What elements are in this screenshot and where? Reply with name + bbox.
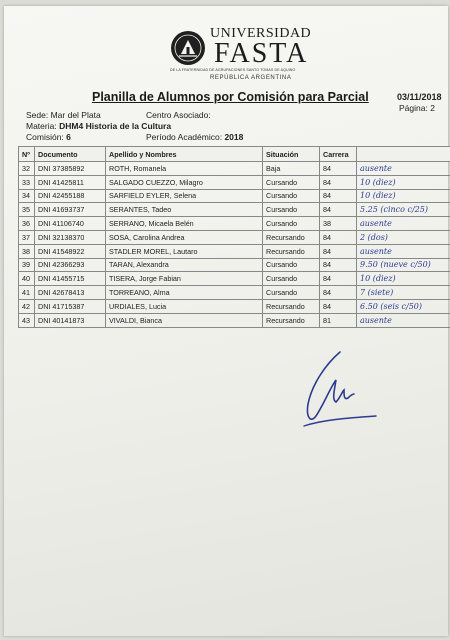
row-situacion: Cursando: [263, 217, 320, 231]
row-documento: DNI 42366293: [35, 258, 106, 272]
comision-label: Comisión:: [26, 132, 64, 142]
row-situacion: Cursando: [263, 258, 320, 272]
document-sheet: [4, 6, 448, 636]
row-situacion: Recursando: [263, 313, 320, 327]
table-body: [19, 162, 450, 328]
row-apellido-nombres: TARAN, Alexandra: [106, 258, 263, 272]
row-carrera: 84: [320, 230, 357, 244]
row-carrera: 84: [320, 189, 357, 203]
row-number: 38: [19, 244, 35, 258]
row-grade: 10 (diez): [357, 175, 450, 189]
handwritten-signature: [300, 346, 380, 434]
row-apellido-nombres: TORREANO, Alma: [106, 286, 263, 300]
materia-row: [26, 121, 171, 131]
row-apellido-nombres: SALGADO CUEZZO, Milagro: [106, 175, 263, 189]
row-number: 36: [19, 217, 35, 231]
row-grade: ausente: [357, 313, 450, 327]
row-documento: DNI 42678413: [35, 286, 106, 300]
table-row: [19, 203, 450, 217]
materia-code: DHM4: [59, 121, 84, 131]
periodo-label: Período Académico:: [146, 132, 223, 142]
row-documento: DNI 41693737: [35, 203, 106, 217]
column-header-documento: Documento: [35, 147, 106, 162]
row-carrera: 84: [320, 162, 357, 176]
row-apellido-nombres: SERRANO, Micaela Belén: [106, 217, 263, 231]
row-carrera: 38: [320, 217, 357, 231]
table-row: [19, 258, 450, 272]
row-number: 40: [19, 272, 35, 286]
row-number: 39: [19, 258, 35, 272]
table-row: [19, 286, 450, 300]
row-grade: ausente: [357, 217, 450, 231]
row-carrera: 84: [320, 299, 357, 313]
row-documento: DNI 37385892: [35, 162, 106, 176]
row-documento: DNI 42455188: [35, 189, 106, 203]
document-date: 03/11/2018: [397, 92, 442, 102]
row-number: 34: [19, 189, 35, 203]
row-number: 33: [19, 175, 35, 189]
row-number: 32: [19, 162, 35, 176]
row-apellido-nombres: SOSA, Carolina Andrea: [106, 230, 263, 244]
row-documento: DNI 32138370: [35, 230, 106, 244]
row-documento: DNI 41548922: [35, 244, 106, 258]
row-situacion: Recursando: [263, 244, 320, 258]
periodo-row: [146, 132, 243, 142]
logo-text-fraternidad: DE LA FRATERNIDAD DE AGRUPACIONES SANTO TOMAS DE AQUINO: [170, 68, 296, 72]
column-header-grade: [357, 147, 450, 162]
row-grade: 7 (siete): [357, 286, 450, 300]
row-carrera: 81: [320, 313, 357, 327]
row-apellido-nombres: SERANTES, Tadeo: [106, 203, 263, 217]
centro-asociado-label: Centro Asociado:: [146, 110, 211, 120]
row-apellido-nombres: VIVALDI, Bianca: [106, 313, 263, 327]
row-documento: DNI 41425811: [35, 175, 106, 189]
row-grade: 5.25 (cinco c/25): [357, 203, 450, 217]
row-apellido-nombres: TISERA, Jorge Fabian: [106, 272, 263, 286]
university-seal-icon: [170, 30, 206, 66]
table-header-row: [19, 147, 450, 162]
table-row: [19, 272, 450, 286]
column-header-carrera: Carrera: [320, 147, 357, 162]
row-documento: DNI 41715387: [35, 299, 106, 313]
sede-label: Sede:: [26, 110, 49, 120]
row-situacion: Cursando: [263, 272, 320, 286]
row-situacion: Baja: [263, 162, 320, 176]
row-number: 35: [19, 203, 35, 217]
periodo-value: 2018: [224, 132, 244, 142]
table-row: [19, 189, 450, 203]
row-situacion: Cursando: [263, 286, 320, 300]
row-grade: 9.50 (nueve c/50): [357, 258, 450, 272]
materia-label: Materia:: [26, 121, 57, 131]
row-apellido-nombres: URDIALES, Lucia: [106, 299, 263, 313]
row-number: 41: [19, 286, 35, 300]
university-logo: [170, 26, 310, 84]
row-carrera: 84: [320, 258, 357, 272]
sede-value: Mar del Plata: [50, 110, 101, 120]
row-situacion: Recursando: [263, 299, 320, 313]
row-situacion: Cursando: [263, 203, 320, 217]
table-row: [19, 244, 450, 258]
document-title: Planilla de Alumnos por Comisión para Parcial: [92, 90, 369, 104]
row-documento: DNI 41106740: [35, 217, 106, 231]
row-carrera: 84: [320, 203, 357, 217]
comision-value: 6: [66, 132, 71, 142]
row-documento: DNI 40141873: [35, 313, 106, 327]
comision-row: [26, 132, 71, 142]
row-carrera: 84: [320, 244, 357, 258]
table-row: [19, 230, 450, 244]
row-grade: ausente: [357, 162, 450, 176]
table-row: [19, 162, 450, 176]
row-carrera: 84: [320, 286, 357, 300]
row-grade: ausente: [357, 244, 450, 258]
row-carrera: 84: [320, 272, 357, 286]
row-grade: 10 (diez): [357, 272, 450, 286]
sede-row: [26, 110, 101, 120]
row-number: 43: [19, 313, 35, 327]
table-row: [19, 313, 450, 327]
column-header-apellido-nombres: Apellido y Nombres: [106, 147, 263, 162]
row-number: 42: [19, 299, 35, 313]
row-number: 37: [19, 230, 35, 244]
row-apellido-nombres: STADLER MOREL, Lautaro: [106, 244, 263, 258]
column-header-number: Nº: [19, 147, 35, 162]
materia-name: Historia de la Cultura: [85, 121, 172, 131]
row-situacion: Cursando: [263, 175, 320, 189]
row-situacion: Recursando: [263, 230, 320, 244]
table-row: [19, 175, 450, 189]
row-grade: 10 (diez): [357, 189, 450, 203]
row-apellido-nombres: ROTH, Romanela: [106, 162, 263, 176]
page-number: Página: 2: [399, 103, 435, 113]
logo-text-universidad: UNIVERSIDAD: [210, 26, 312, 41]
students-table: [18, 146, 450, 328]
row-situacion: Cursando: [263, 189, 320, 203]
logo-text-fasta: FASTA: [214, 38, 309, 69]
row-grade: 6.50 (seis c/50): [357, 299, 450, 313]
row-apellido-nombres: SARFIELD EYLER, Selena: [106, 189, 263, 203]
table-row: [19, 217, 450, 231]
row-documento: DNI 41455715: [35, 272, 106, 286]
column-header-situacion: Situación: [263, 147, 320, 162]
table-row: [19, 299, 450, 313]
logo-text-republica: REPÚBLICA ARGENTINA: [210, 75, 292, 81]
row-carrera: 84: [320, 175, 357, 189]
row-grade: 2 (dos): [357, 230, 450, 244]
